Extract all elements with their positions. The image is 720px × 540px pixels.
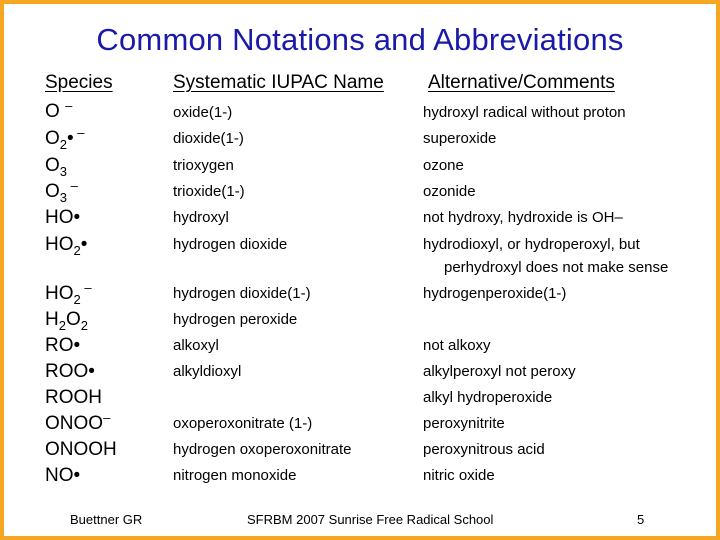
comment: alkylperoxyl not peroxy [423,363,576,380]
iupac-name: hydrogen oxoperoxonitrate [173,441,352,458]
species-hydrogen-peroxide: $H_2O_2$ [45,309,88,333]
iupac-name: alkyldioxyl [173,363,242,380]
footer-author: Buettner GR [70,512,143,527]
species-ozonide: $O_3$ – [45,178,78,205]
slide-title: Common Notations and Abbreviations [96,22,624,57]
comment: ozone [423,157,464,174]
comment: superoxide [423,130,497,147]
comment: alkyl hydroperoxide [423,389,553,406]
iupac-name: alkoxyl [173,337,219,354]
comment: not hydroxy, hydroxide is OH– [423,209,623,226]
iupac-name: nitrogen monoxide [173,467,297,484]
species-alkyldioxyl: ROO• [45,361,95,382]
header-iupac-name: Systematic IUPAC Name [173,72,384,93]
comment: ozonide [423,183,476,200]
iupac-name: oxoperoxonitrate (1-) [173,415,313,432]
iupac-name: trioxide(1-) [173,183,245,200]
species-ho2-minus: $HO_2$ – [45,280,92,307]
species-onooh: ONOOH [45,439,117,460]
comment: not alkoxy [423,337,491,354]
species-nitric-oxide: NO• [45,465,81,486]
comment: hydrogenperoxide(1-) [423,285,567,302]
iupac-name: hydrogen dioxide(1-) [173,285,311,302]
species-hydroperoxyl: $HO_2•$ [45,234,88,258]
iupac-name: oxide(1-) [173,104,233,121]
header-comments: Alternative/Comments [428,72,615,93]
header-species: Species [45,72,113,93]
comment: nitric oxide [423,467,495,484]
iupac-name: trioxygen [173,157,234,174]
comment: peroxynitrous acid [423,441,545,458]
comment: peroxynitrite [423,415,505,432]
species-alkoxyl: RO• [45,335,81,356]
species-peroxynitrite: ONOO– [45,410,111,434]
iupac-name: hydrogen peroxide [173,311,298,328]
species-hydroxyl: HO• [45,207,81,228]
comment: hydrodioxyl, or hydroperoxyl, but [423,236,640,253]
species-o-minus: O – [45,98,73,122]
iupac-name: hydrogen dioxide [173,236,288,253]
comment-continuation: perhydroxyl does not make sense [444,259,669,276]
species-superoxide: $O_2•$ – [45,125,85,152]
footer-page-number: 5 [637,512,645,527]
species-ozone: $O_3$ [45,155,68,179]
species-rooh: ROOH [45,387,102,408]
footer-event: SFRBM 2007 Sunrise Free Radical School [247,512,494,527]
iupac-name: hydroxyl [173,209,229,226]
iupac-name: dioxide(1-) [173,130,244,147]
comment: hydroxyl radical without proton [423,104,626,121]
